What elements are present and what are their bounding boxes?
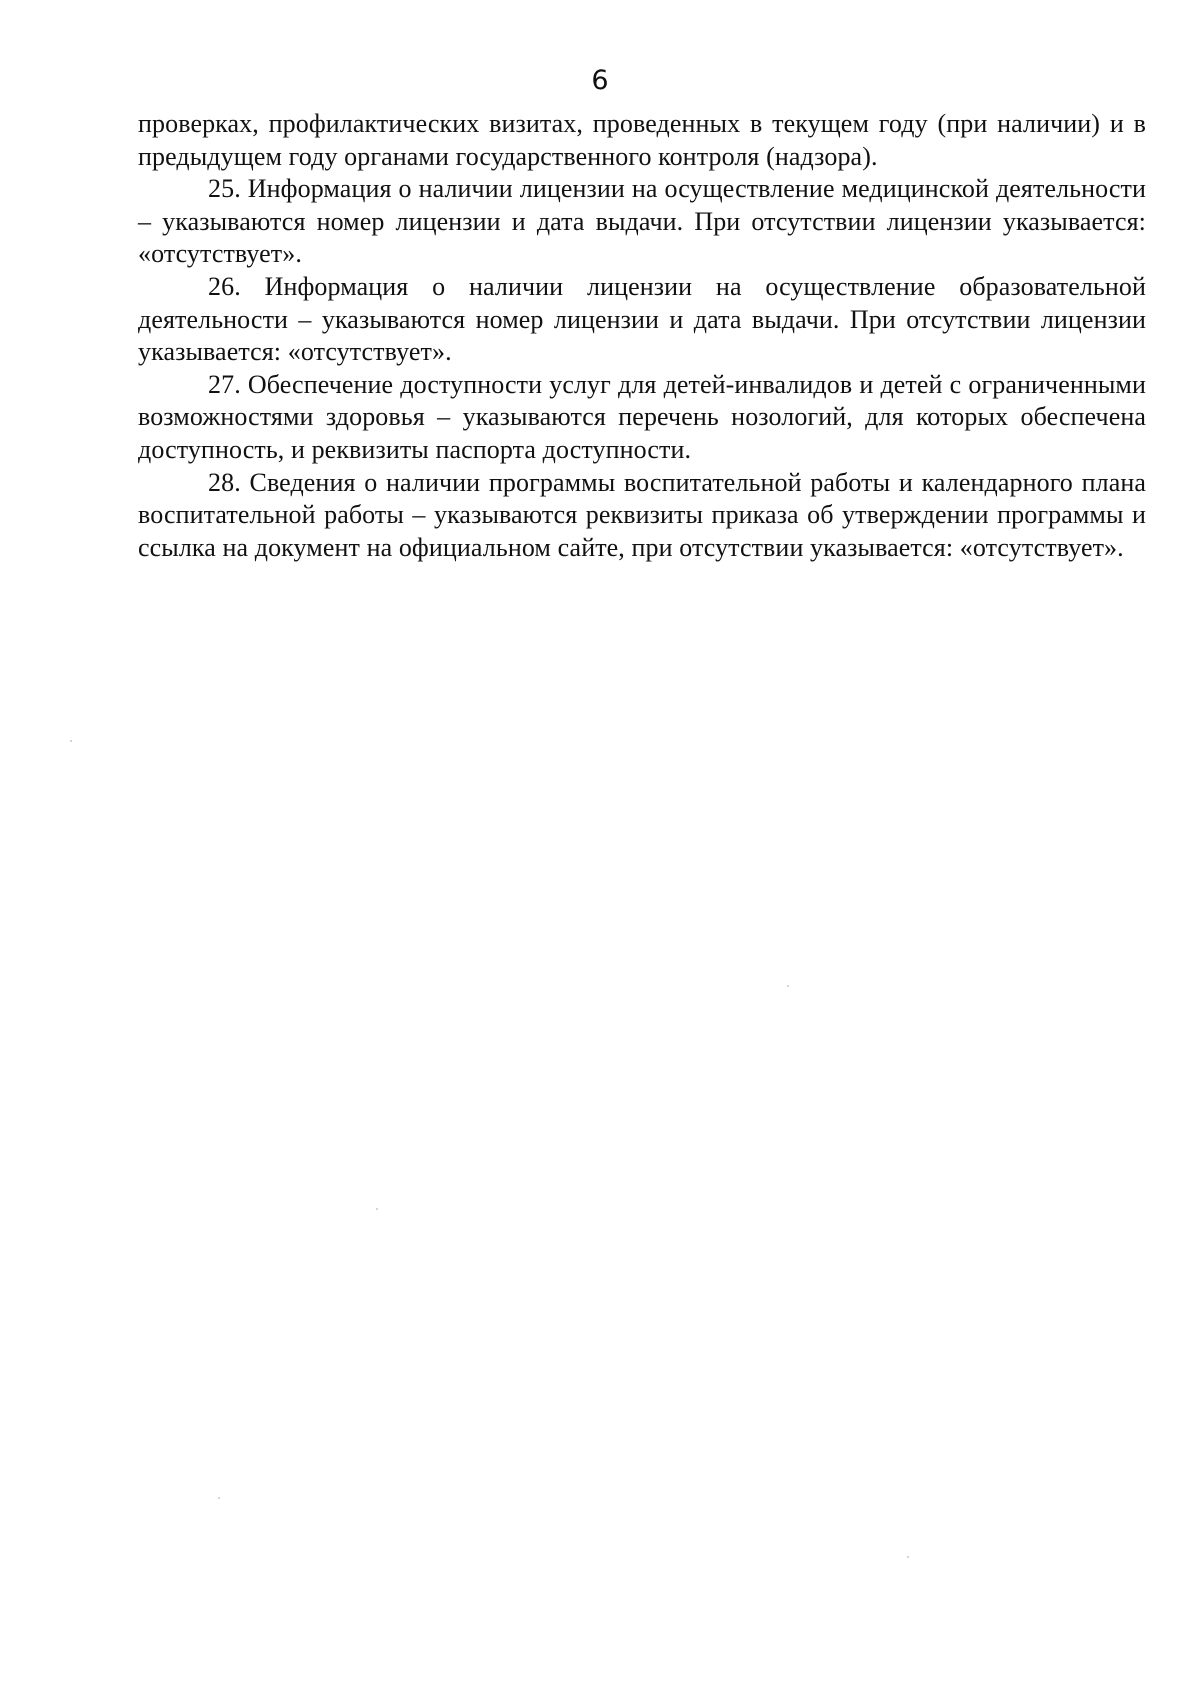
scan-speck	[218, 1497, 220, 1499]
paragraph-continuation: проверках, профилактических визитах, проведенных в текущем году (при наличии) и в предыдущем году органами государственного контроля (надзора).	[138, 109, 1146, 171]
scan-speck	[376, 1208, 378, 1210]
page-number: 6	[591, 65, 609, 96]
paragraph-item-27: 27. Обеспечение доступности услуг для детей-инвалидов и детей с ограниченными возможностями здоровья – указываются перечень нозологий, для которых обеспечена доступность, и реквизиты паспорта доступности.	[138, 369, 1146, 464]
paragraph-item-26: 26. Информация о наличии лицензии на осуществление образовательной деятельности – указываются номер лицензии и дата выдачи. При отсутствии лицензии указывается: «отсутствует».	[138, 271, 1146, 367]
scan-speck	[787, 985, 789, 987]
document-body	[138, 108, 1146, 564]
paragraph-item-25: 25. Информация о наличии лицензии на осуществление медицинской деятельности – указываются номер лицензии и дата выдачи. При отсутствии лицензии указывается: «отсутствует».	[138, 174, 1146, 269]
paragraph-item-28: 28. Сведения о наличии программы воспитательной работы и календарного плана воспитательной работы – указываются реквизиты приказа об утверждении программы и ссылка на документ на официальном сайте, при отсутствии указывается: «отсутствует».	[138, 467, 1146, 562]
scan-speck	[70, 740, 72, 742]
scan-speck	[907, 1556, 909, 1558]
